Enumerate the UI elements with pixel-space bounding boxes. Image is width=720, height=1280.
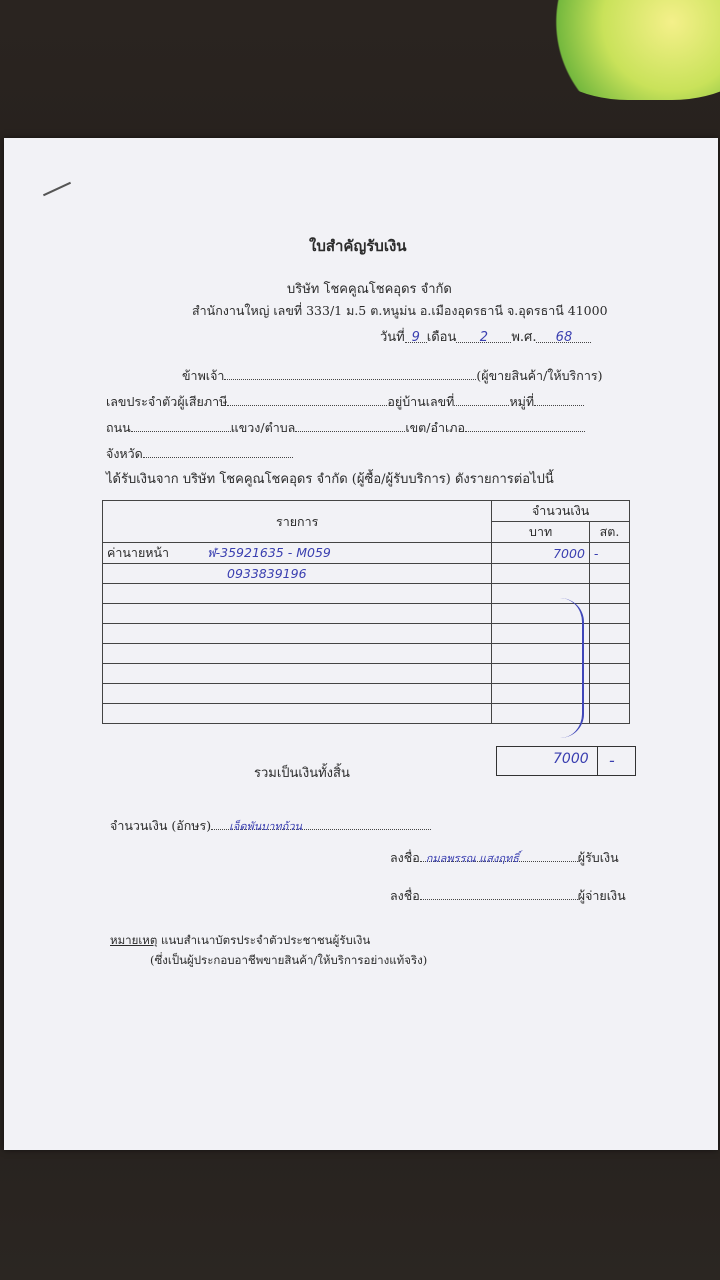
payee-line	[182, 366, 602, 386]
taxid-label: เลขประจำตัวผู้เสียภาษี	[106, 394, 228, 409]
pen-mark	[43, 182, 71, 196]
table-row	[103, 584, 630, 604]
col-amount-header: จำนวนเงิน	[492, 501, 630, 522]
company-address: สำนักงานใหญ่ เลขที่ 333/1 ม.5 ต.หนูม่น อ.เมืองอุดรธานี จ.อุดรธานี 41000	[192, 303, 608, 318]
month-value: 2	[479, 330, 488, 345]
payer-sign-label: ลงชื่อ	[390, 888, 420, 903]
date-label: วันที่	[380, 330, 405, 345]
taxid-line	[106, 392, 584, 412]
table-row	[103, 624, 630, 644]
table-row	[103, 543, 630, 564]
receiver-role: ผู้รับเงิน	[577, 850, 619, 865]
payer-role: ผู้จ่ายเงิน	[577, 888, 626, 903]
subdistrict-label: แขวง/ตำบล	[230, 420, 296, 435]
payee-suffix: (ผู้ขายสินค้า/ให้บริการ)	[476, 368, 603, 383]
address-line	[106, 418, 585, 438]
total-label: รวมเป็นเงินทั้งสิ้น	[254, 766, 350, 781]
payer-sign-line	[390, 886, 626, 906]
amount-words-value: เจ็ดพันบาทถ้วน	[229, 820, 303, 833]
row2-note: 0933839196	[227, 566, 307, 581]
document-title: ใบสำคัญรับเงิน	[309, 237, 407, 255]
district-label: เขต/อำเภอ	[405, 420, 466, 435]
date-day: 9	[411, 330, 420, 345]
payee-label: ข้าพเจ้า	[182, 368, 225, 383]
note-text: แนบสำเนาบัตรประจำตัวประชาชนผู้รับเงิน	[157, 933, 371, 947]
received-from-line: ได้รับเงินจาก บริษัท โชคคูณโชคอุดร จำกัด (ผู้ซื้อ/ผู้รับบริการ) ดังรายการต่อไปนี้	[106, 472, 554, 487]
company-name: บริษัท โชคคูณโชคอุดร จำกัด	[287, 282, 452, 297]
receiver-sign-label: ลงชื่อ	[390, 850, 420, 865]
table-row	[103, 564, 630, 584]
handwritten-bracket	[560, 598, 584, 738]
note-subtext: (ซึ่งเป็นผู้ประกอบอาชีพขายสินค้า/ให้บริการอย่างแท้จริง)	[150, 953, 428, 967]
table-row	[103, 664, 630, 684]
receiver-name: กมลพรรณ แสงฤทธิ์	[425, 852, 519, 865]
table-row	[103, 704, 630, 724]
table-row	[103, 644, 630, 664]
row1-item: ค่านายหน้า	[107, 545, 170, 560]
year-label: พ.ศ.	[511, 330, 537, 345]
col-satang-header: สต.	[589, 522, 629, 543]
road-label: ถนน	[106, 420, 131, 435]
col-baht-header: บาท	[492, 522, 590, 543]
items-table	[102, 500, 630, 724]
table-row	[103, 604, 630, 624]
table-row	[103, 684, 630, 704]
month-label: เดือน	[426, 330, 457, 345]
province-line	[106, 444, 293, 464]
background-object	[540, 0, 720, 100]
year-value: 68	[555, 330, 573, 345]
note-line	[110, 932, 370, 950]
receiver-sign-line	[390, 848, 619, 868]
row1-note: ฬ-35921635 - M059	[207, 545, 331, 560]
note-label: หมายเหตุ	[110, 933, 158, 947]
house-label: อยู่บ้านเลขที่	[387, 394, 455, 409]
total-box	[496, 746, 636, 776]
date-line	[380, 326, 591, 347]
amount-words-line	[110, 816, 431, 836]
total-satang: -	[609, 751, 615, 770]
receipt-document	[4, 138, 718, 1150]
row1-baht: 7000	[492, 543, 590, 564]
province-label: จังหวัด	[106, 446, 143, 461]
col-item-header: รายการ	[103, 501, 492, 543]
total-baht: 7000	[553, 751, 589, 767]
moo-label: หมู่ที่	[509, 394, 535, 409]
amount-words-label: จำนวนเงิน (อักษร)	[110, 818, 212, 833]
row1-satang: -	[589, 543, 629, 564]
